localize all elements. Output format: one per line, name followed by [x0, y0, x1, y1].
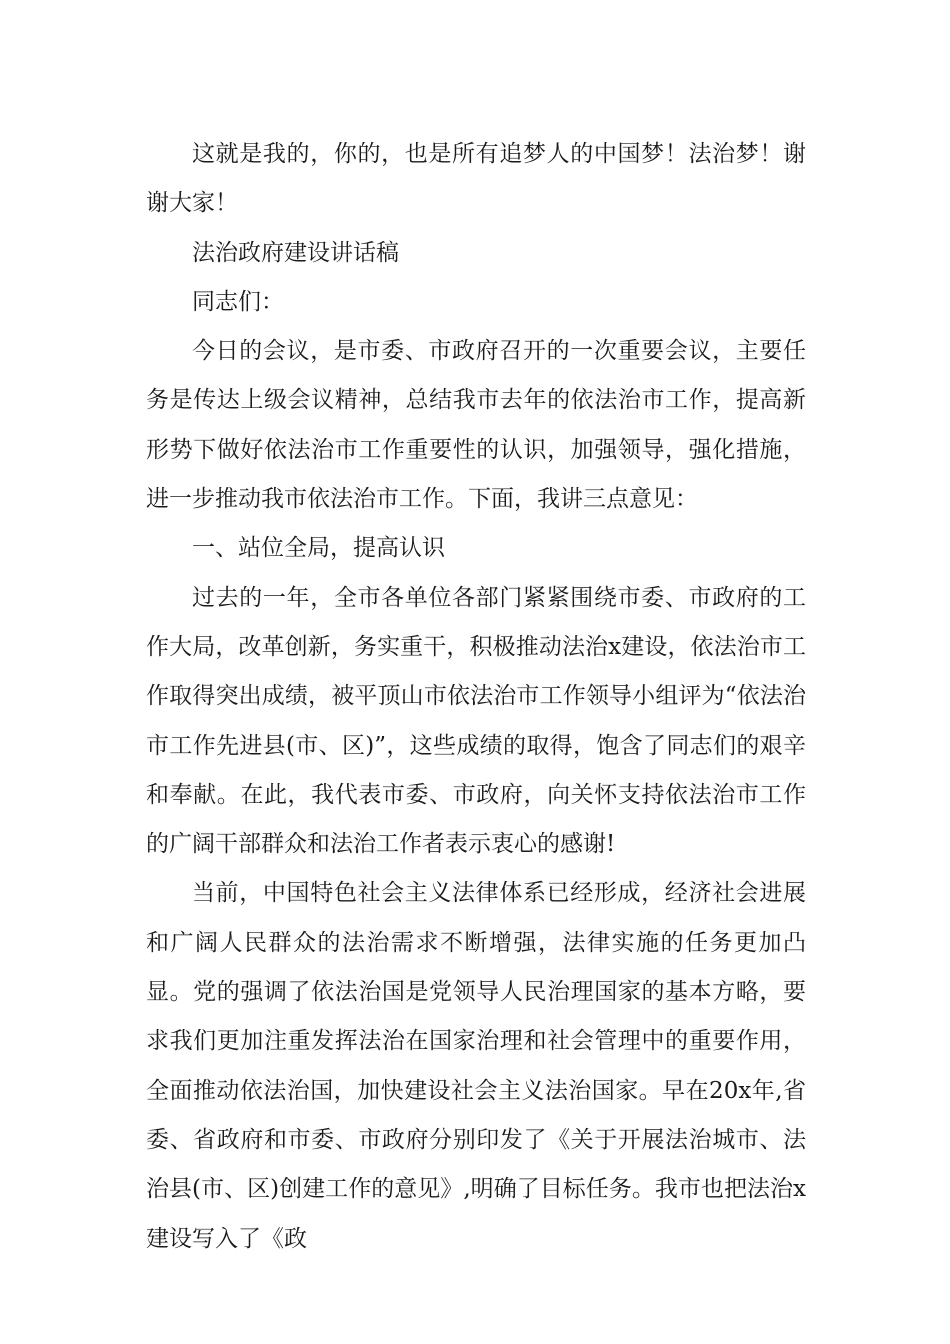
document-body — [146, 130, 806, 1264]
salutation: 同志们： — [192, 288, 284, 315]
section-heading-1: 一、站位全局，提高认识 — [192, 535, 445, 562]
body-paragraph-achievements: 过去的一年，全市各单位各部门紧紧围绕市委、市政府的工作大局，改革创新，务实重干，积极推动法治x建设，依法治市工作取得突出成绩，被平顶山市依法治市工作领导小组评为“依法治市工作先进县(市、区)”，这些成绩的取得，饱含了同志们的艰辛和奉献。在此，我代表市委、市政府，向关怀支持依法治市工作的广阔干部群众和法治工作者表示衷心的感谢! — [146, 584, 806, 858]
body-paragraph-current-situation: 当前，中国特色社会主义法律体系已经形成，经济社会进展和广阔人民群众的法治需求不断增强，法律实施的任务更加凸显。党的强调了依法治国是党领导人民治理国家的基本方略，要求我们更加注重发挥法治在国家治理和社会管理中的重要作用，全面推动依法治国，加快建设社会主义法治国家。早在20x年,省委、省政府和市委、市政府分别印发了《关于开展法治城市、法治县(市、区)创建工作的意见》,明确了目标任务。我市也把法治x建设写入了《政 — [146, 880, 806, 1252]
closing-paragraph: 这就是我的，你的，也是所有追梦人的中国梦！法治梦！谢谢大家！ — [146, 141, 806, 217]
intro-paragraph: 今日的会议，是市委、市政府召开的一次重要会议，主要任务是传达上级会议精神，总结我市去年的依法治市工作，提高新形势下做好依法治市工作重要性的认识，加强领导，强化措施，进一步推动我市依法治市工作。下面，我讲三点意见： — [146, 338, 806, 513]
speech-title: 法治政府建设讲话稿 — [192, 239, 399, 266]
